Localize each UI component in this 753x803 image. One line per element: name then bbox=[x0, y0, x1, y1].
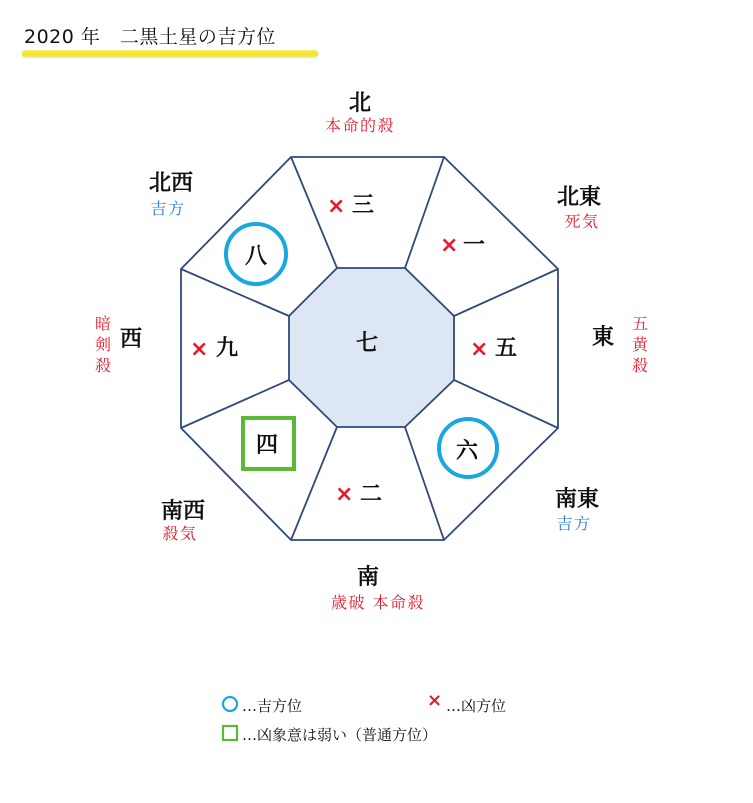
note-northwest: 吉方 bbox=[150, 199, 186, 218]
cell-south-number: 二 bbox=[360, 482, 383, 507]
cell-northeast-number: 一 bbox=[463, 233, 486, 258]
direction-southwest: 南西 bbox=[160, 499, 205, 524]
cell-east-number: 五 bbox=[495, 336, 518, 361]
cross-mark-west: × bbox=[190, 337, 209, 362]
legend-circle-icon bbox=[221, 695, 241, 715]
direction-northeast: 北東 bbox=[556, 185, 601, 210]
cross-mark-north: × bbox=[327, 194, 346, 219]
direction-west: 西 bbox=[119, 327, 142, 352]
direction-northwest: 北西 bbox=[148, 171, 193, 196]
cell-north-number: 三 bbox=[352, 193, 375, 218]
note-northeast: 死気 bbox=[564, 212, 600, 231]
cross-mark-northeast: × bbox=[440, 233, 459, 258]
legend-cross-icon: × bbox=[427, 690, 443, 711]
direction-southeast: 南東 bbox=[554, 487, 599, 512]
legend-square-icon bbox=[221, 724, 241, 744]
direction-east: 東 bbox=[591, 325, 614, 350]
cell-center-number: 七 bbox=[356, 331, 379, 356]
direction-south: 南 bbox=[356, 565, 379, 590]
note-southeast: 吉方 bbox=[556, 514, 592, 533]
cross-mark-south: × bbox=[335, 482, 354, 507]
note-north: 本命的殺 bbox=[324, 116, 395, 135]
legend-bad-label: …凶方位 bbox=[446, 697, 507, 715]
cell-southwest-number: 四 bbox=[256, 433, 279, 458]
direction-north: 北 bbox=[348, 91, 371, 116]
note-east: 五 黄 殺 bbox=[631, 314, 648, 375]
cross-mark-east: × bbox=[470, 337, 489, 362]
note-southwest: 殺気 bbox=[162, 524, 198, 543]
legend-weak-label: …凶象意は弱い（普通方位） bbox=[242, 726, 438, 744]
cell-northwest-number: 八 bbox=[245, 244, 268, 269]
cell-west-number: 九 bbox=[216, 336, 239, 361]
legend-good-label: …吉方位 bbox=[242, 697, 303, 715]
note-south: 歳破 本命殺 bbox=[330, 593, 426, 612]
page-title: 2020 年 二黒土星の吉方位 bbox=[24, 26, 276, 48]
cell-southeast-number: 六 bbox=[456, 439, 479, 464]
note-west: 暗 剣 殺 bbox=[94, 314, 111, 375]
